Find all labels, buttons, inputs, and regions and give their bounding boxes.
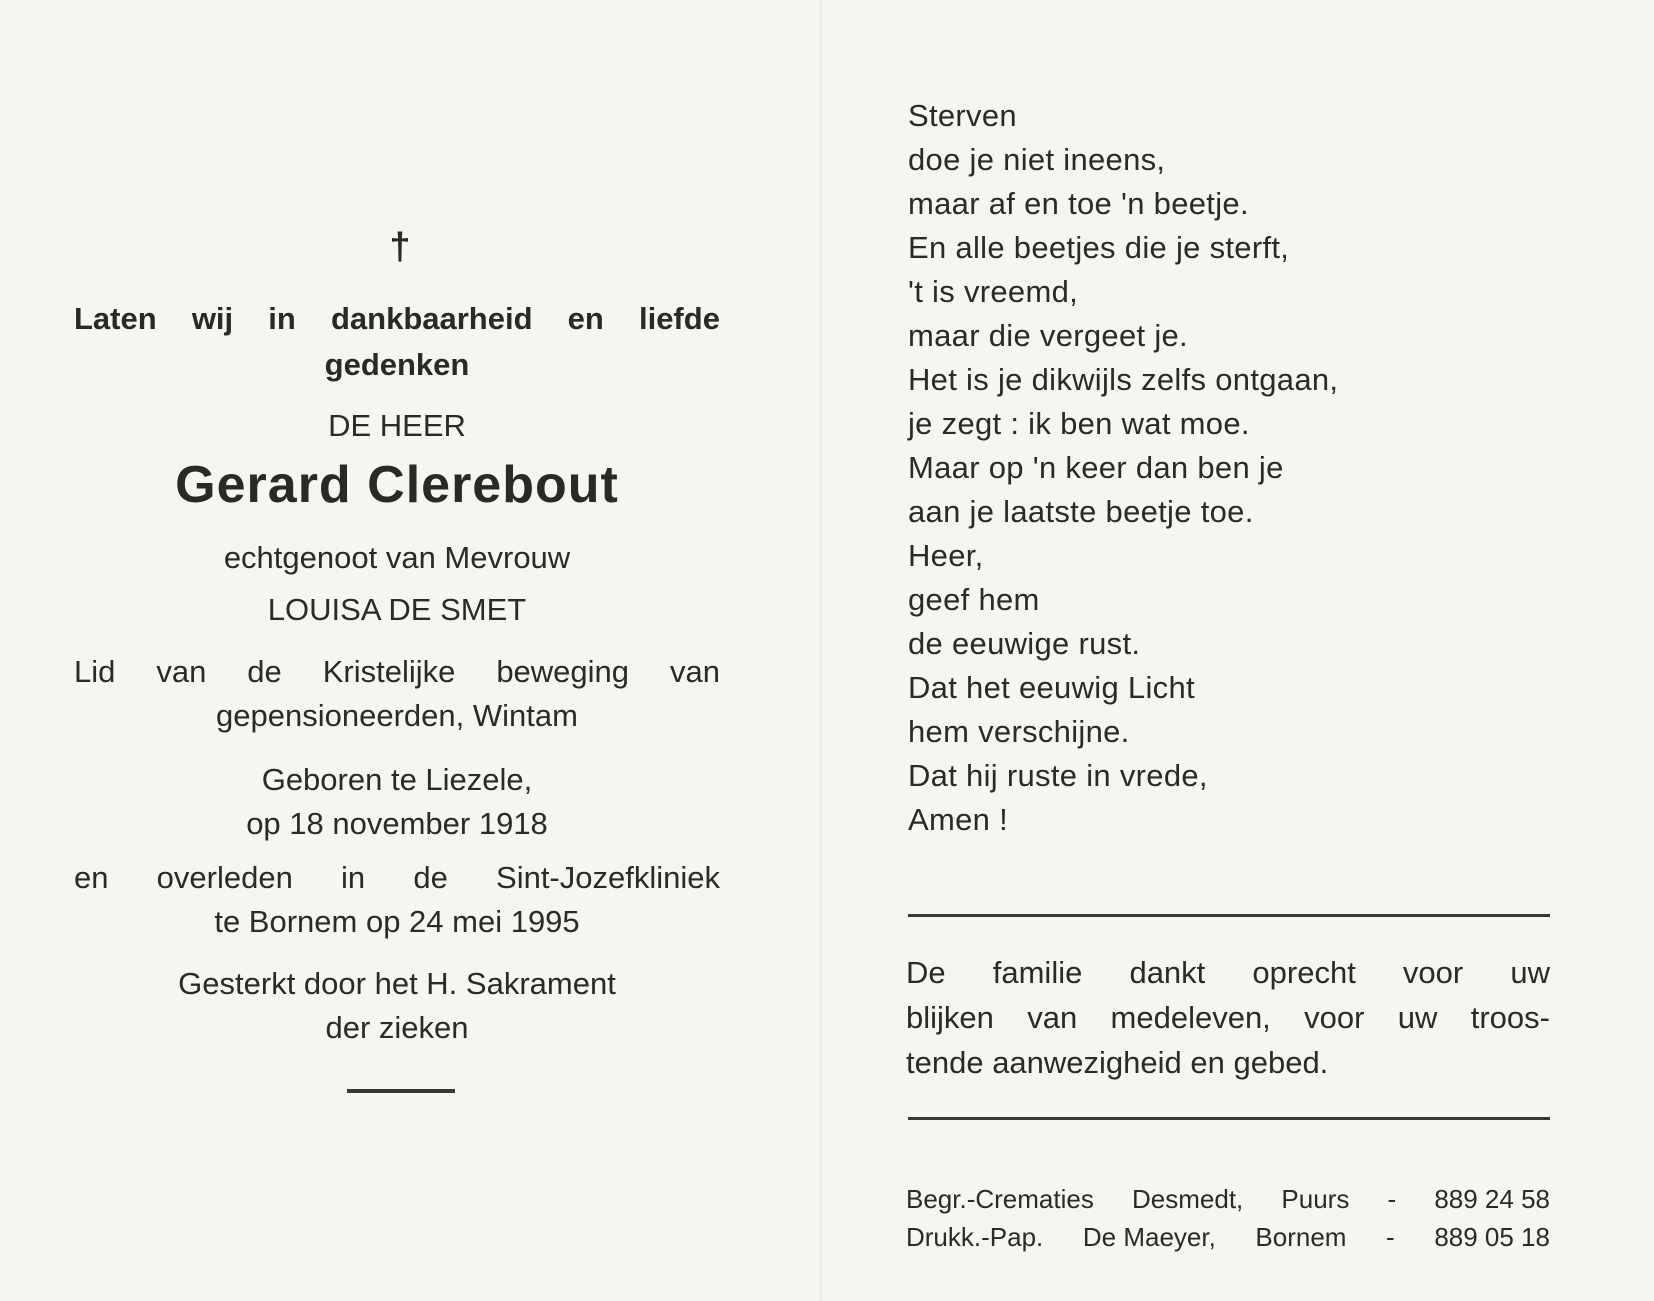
poem-line: Dat hij ruste in vrede, [908,758,1208,793]
poem-line: 't is vreemd, [908,274,1079,309]
intro-text [74,296,720,388]
credit-row-funeral: Begr.-Crematies Desmedt, Puurs - 889 24 58 [906,1184,1550,1214]
death-line-1: en overleden in de Sint-Jozefkliniek [74,860,720,895]
poem-line: geef hem [908,582,1040,617]
membership-text [74,650,720,738]
poem-line: je zegt : ik ben wat moe. [908,406,1250,441]
poem-line: de eeuwige rust. [908,626,1141,661]
thanks-line-3: tende aanwezigheid en gebed. [906,1045,1329,1080]
poem-line: maar af en toe 'n beetje. [908,186,1249,221]
birth-line-2: op 18 november 1918 [246,806,548,841]
membership-line-2: gepensioneerden, Wintam [216,698,578,733]
deceased-name: Gerard Clerebout [175,456,619,514]
death-text [74,856,720,944]
divider-short [347,1089,455,1093]
sacrament-line-1: Gesterkt door het H. Sakrament [178,966,616,1001]
intro-line-1: Laten wij in dankbaarheid en liefde [74,301,720,336]
poem-line: Sterven [908,98,1017,133]
divider-bottom [908,1117,1550,1120]
poem-line: Maar op 'n keer dan ben je [908,450,1284,485]
poem-line: doe je niet ineens, [908,142,1166,177]
spouse-name: LOUISA DE SMET [267,592,527,627]
cross-icon: † [389,226,411,268]
membership-line-1: Lid van de Kristelijke beweging van [74,654,720,689]
thanks-line-2: blijken van medeleven, voor uw troos- [906,1000,1550,1035]
poem-line: maar die vergeet je. [908,318,1188,353]
spouse-label: echtgenoot van Mevrouw [223,540,571,575]
deceased-title: DE HEER [328,408,466,443]
poem-line: Amen ! [908,802,1009,837]
poem-line: Heer, [908,538,984,573]
credit-row-printer: Drukk.-Pap. De Maeyer, Bornem - 889 05 18 [906,1222,1550,1252]
thanks-text [906,950,1550,1085]
birth-text [74,758,720,846]
poem-line: Dat het eeuwig Licht [908,670,1195,705]
poem [908,94,1548,842]
birth-line-1: Geboren te Liezele, [261,762,533,797]
poem-line: aan je laatste beetje toe. [908,494,1254,529]
divider-top [908,914,1550,917]
sacrament-text [74,962,720,1050]
poem-line: Het is je dikwijls zelfs ontgaan, [908,362,1339,397]
thanks-line-1: De familie dankt oprecht voor uw [906,955,1550,990]
poem-line: En alle beetjes die je sterft, [908,230,1290,265]
credits [906,1180,1550,1256]
intro-line-2: gedenken [324,347,470,382]
death-line-2: te Bornem op 24 mei 1995 [214,904,580,939]
card-fold [820,0,822,1301]
poem-line: hem verschijne. [908,714,1130,749]
sacrament-line-2: der zieken [325,1010,469,1045]
